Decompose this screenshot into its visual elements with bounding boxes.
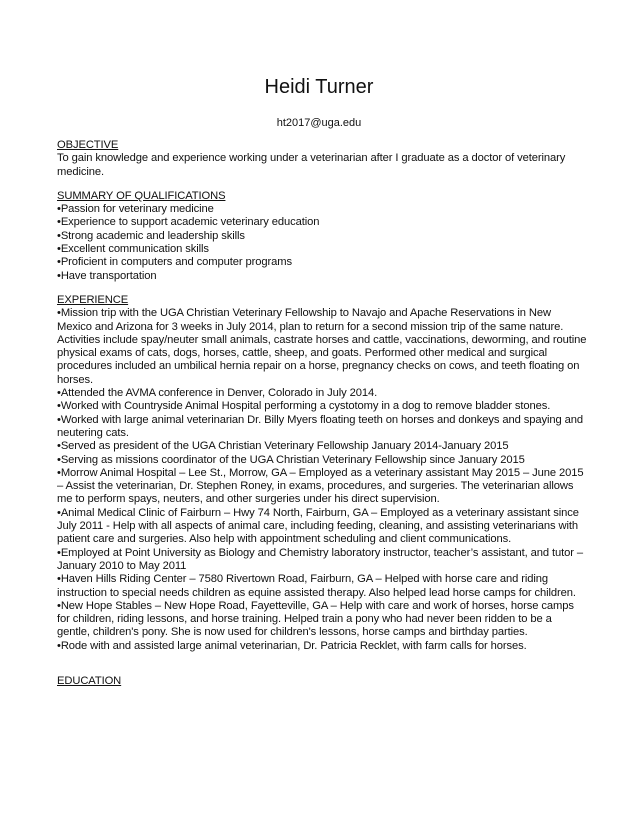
experience-item: •Rode with and assisted large animal veterinarian, Dr. Patricia Recklet, with farm calls for horses. [57,639,527,652]
objective-section [57,139,587,179]
qualification-item: •Strong academic and leadership skills [57,229,245,242]
education-heading: EDUCATION [57,674,122,687]
experience-item: •Haven Hills Riding Center – 7580 Rivertown Road, Fairburn, GA – Helped with horse care and riding instruction to special needs children as equine assisted therapy. Also helped lead horse camps for children. [57,573,576,599]
experience-heading: EXPERIENCE [57,293,129,306]
qualification-item: •Passion for veterinary medicine [57,203,214,216]
experience-item: •Serving as missions coordinator of the UGA Christian Veterinary Fellowship since January 2015 [57,453,525,466]
experience-item: •Worked with large animal veterinarian Dr. Billy Myers floating teeth on horses and donkeys and spaying and neutering cats. [57,413,583,439]
experience-item: •Worked with Countryside Animal Hospital performing a cystotomy in a dog to remove bladder stones. [57,400,551,413]
qualifications-section [57,190,587,283]
experience-section [57,294,587,653]
objective-heading: OBJECTIVE [57,139,119,151]
qualification-item: •Excellent communication skills [57,243,209,256]
experience-item: •Attended the AVMA conference in Denver, Colorado in July 2014. [57,387,378,400]
qualification-item: •Proficient in computers and computer programs [57,256,292,269]
experience-item: •Mission trip with the UGA Christian Veterinary Fellowship to Navajo and Apache Reservations in New Mexico and Arizona for 3 weeks in July 2014, plan to return for a second mission trip of the same nature. Activities include spay/neuter small animals, castrate horses and cattle, vaccinations, deworming, and routine physical exams of cats, dogs, horses, cattle, sheep, and goats. Performed other medical and surgical procedures included an umbilical hernia repair on a horse, pregnancy checks on cows, and teeth floating on horses. [57,307,587,386]
experience-item: •Animal Medical Clinic of Fairburn – Hwy 74 North, Fairburn, GA – Employed as a veterinary assistant since July 2011 - Help with all aspects of animal care, including feeding, cleaning, and assisting veterinarians with patient care and surgeries. Also help with appointment scheduling and client communications. [57,506,579,546]
resume-email: ht2017@uga.edu [276,117,362,129]
experience-item: •New Hope Stables – New Hope Road, Fayetteville, GA – Help with care and work of horses, horse camps for children, riding lessons, and horse training. Helped train a pony who had never been ridden to be a gentle, children's pony. She is now used for children's lessons, horse camps and birthday parties. [57,599,574,639]
experience-item: •Morrow Animal Hospital – Lee St., Morrow, GA – Employed as a veterinary assistant May 2015 – June 2015 – Assist the veterinarian, Dr. Stephen Roney, in exams, procedures, and surgeries. The veterinarian allows me to perform spays, neuters, and other surgeries under his direct supervision. [57,466,584,506]
qualifications-heading: SUMMARY OF QUALIFICATIONS [57,189,226,202]
qualification-item: •Have transportation [57,269,157,282]
education-section [57,675,587,688]
resume-name: Heidi Turner [264,76,374,98]
qualification-item: •Experience to support academic veterinary education [57,216,320,229]
experience-item: •Employed at Point University as Biology and Chemistry laboratory instructor, teacher’s assistant, and tutor – January 2010 to May 2011 [57,546,584,572]
resume-content [57,139,587,688]
experience-item: •Served as president of the UGA Christian Veterinary Fellowship January 2014-January 2015 [57,440,509,453]
objective-text: To gain knowledge and experience working under a veterinarian after I graduate as a doctor of veterinary medicine. [57,152,566,178]
